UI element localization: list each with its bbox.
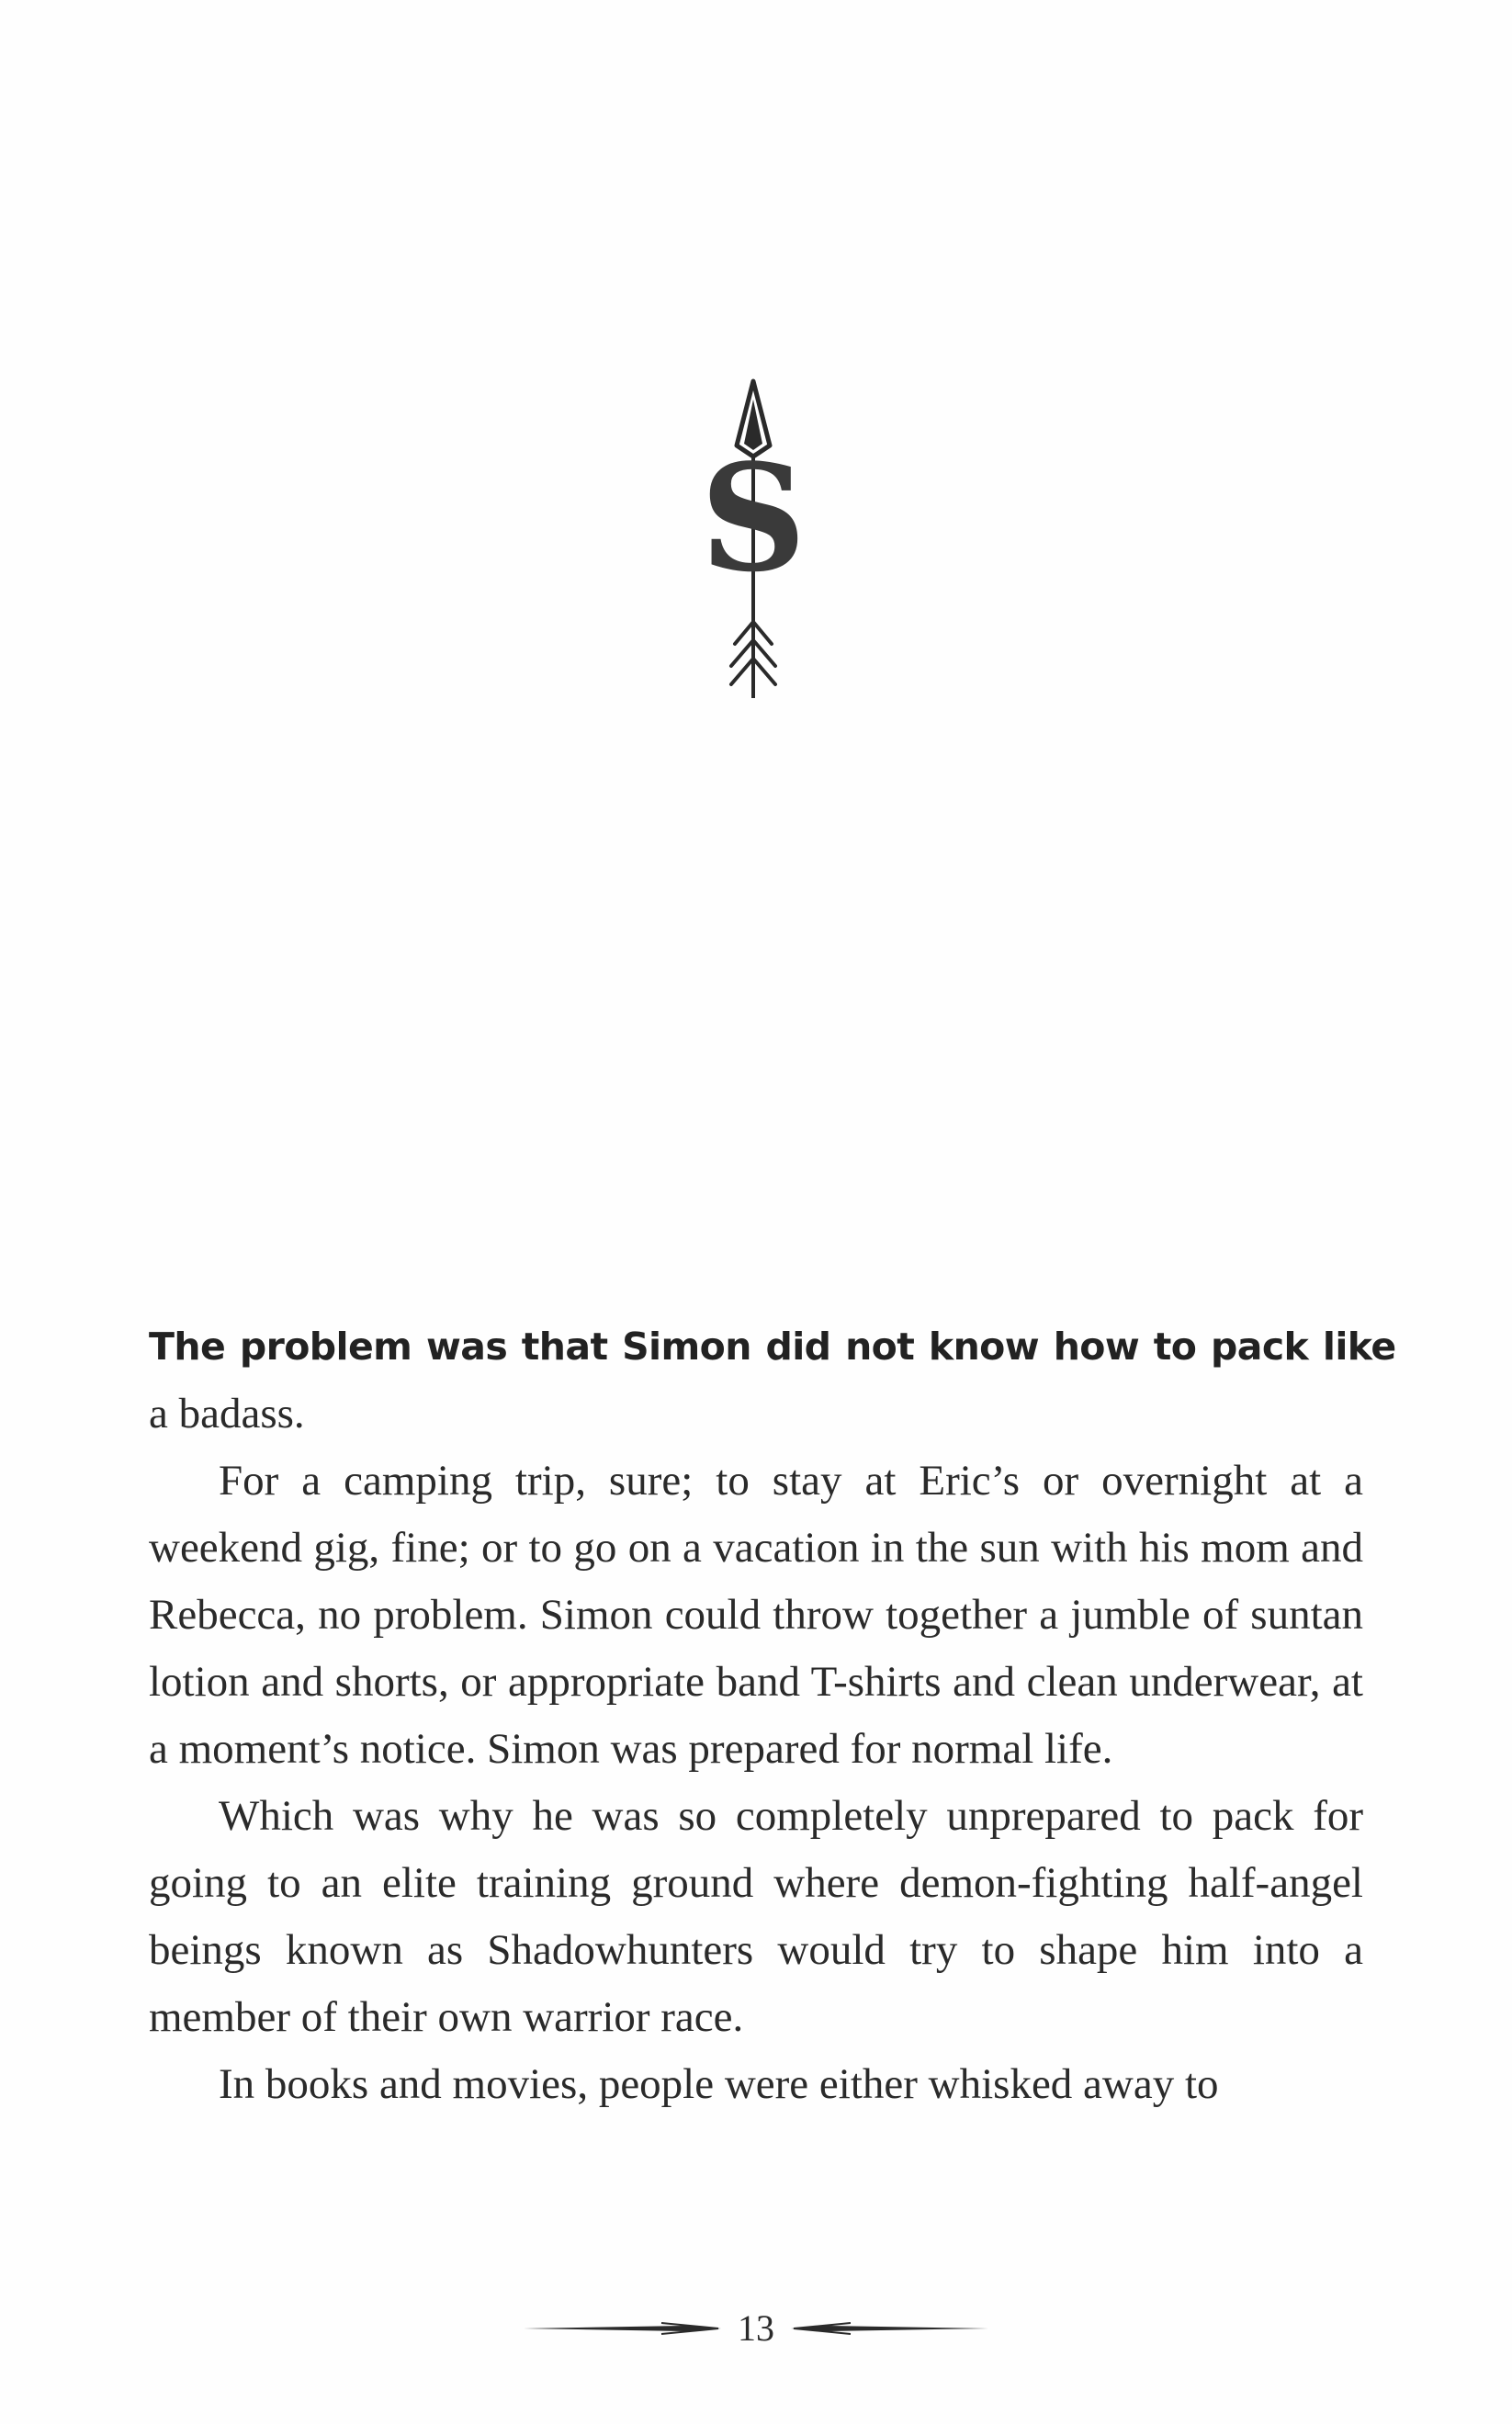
chapter-opening-line: The problem was that Simon did not know how to pack like [149, 1325, 1396, 1369]
opening-line-continuation: a badass. [149, 1390, 305, 1437]
paragraph: Which was why he was so completely unprepared to pack for going to an elite training ground where demon-fighting half-angel beings known as Shadowhunters would try to shape him into a member of their own warrior race. [149, 1792, 1363, 2041]
page-footer [524, 2306, 988, 2351]
ornament-letter: S [700, 432, 807, 604]
page-number: 13 [738, 2307, 774, 2349]
paragraph: For a camping trip, sure; to stay at Eric’s or overnight at a weekend gig, fine; or to go on a vacation in the sun with his mom and Rebecca, no problem. Simon could throw together a jumble of suntan lotion and shorts, or appropriate band T-shirts and clean underwear, at a moment’s notice. Simon was prepared for normal life. [149, 1457, 1363, 1773]
paragraph: In books and movies, people were either whisked away to [219, 2060, 1219, 2108]
arrow-dollar-sign-icon [680, 372, 827, 712]
chapter-text [149, 1313, 1396, 2118]
